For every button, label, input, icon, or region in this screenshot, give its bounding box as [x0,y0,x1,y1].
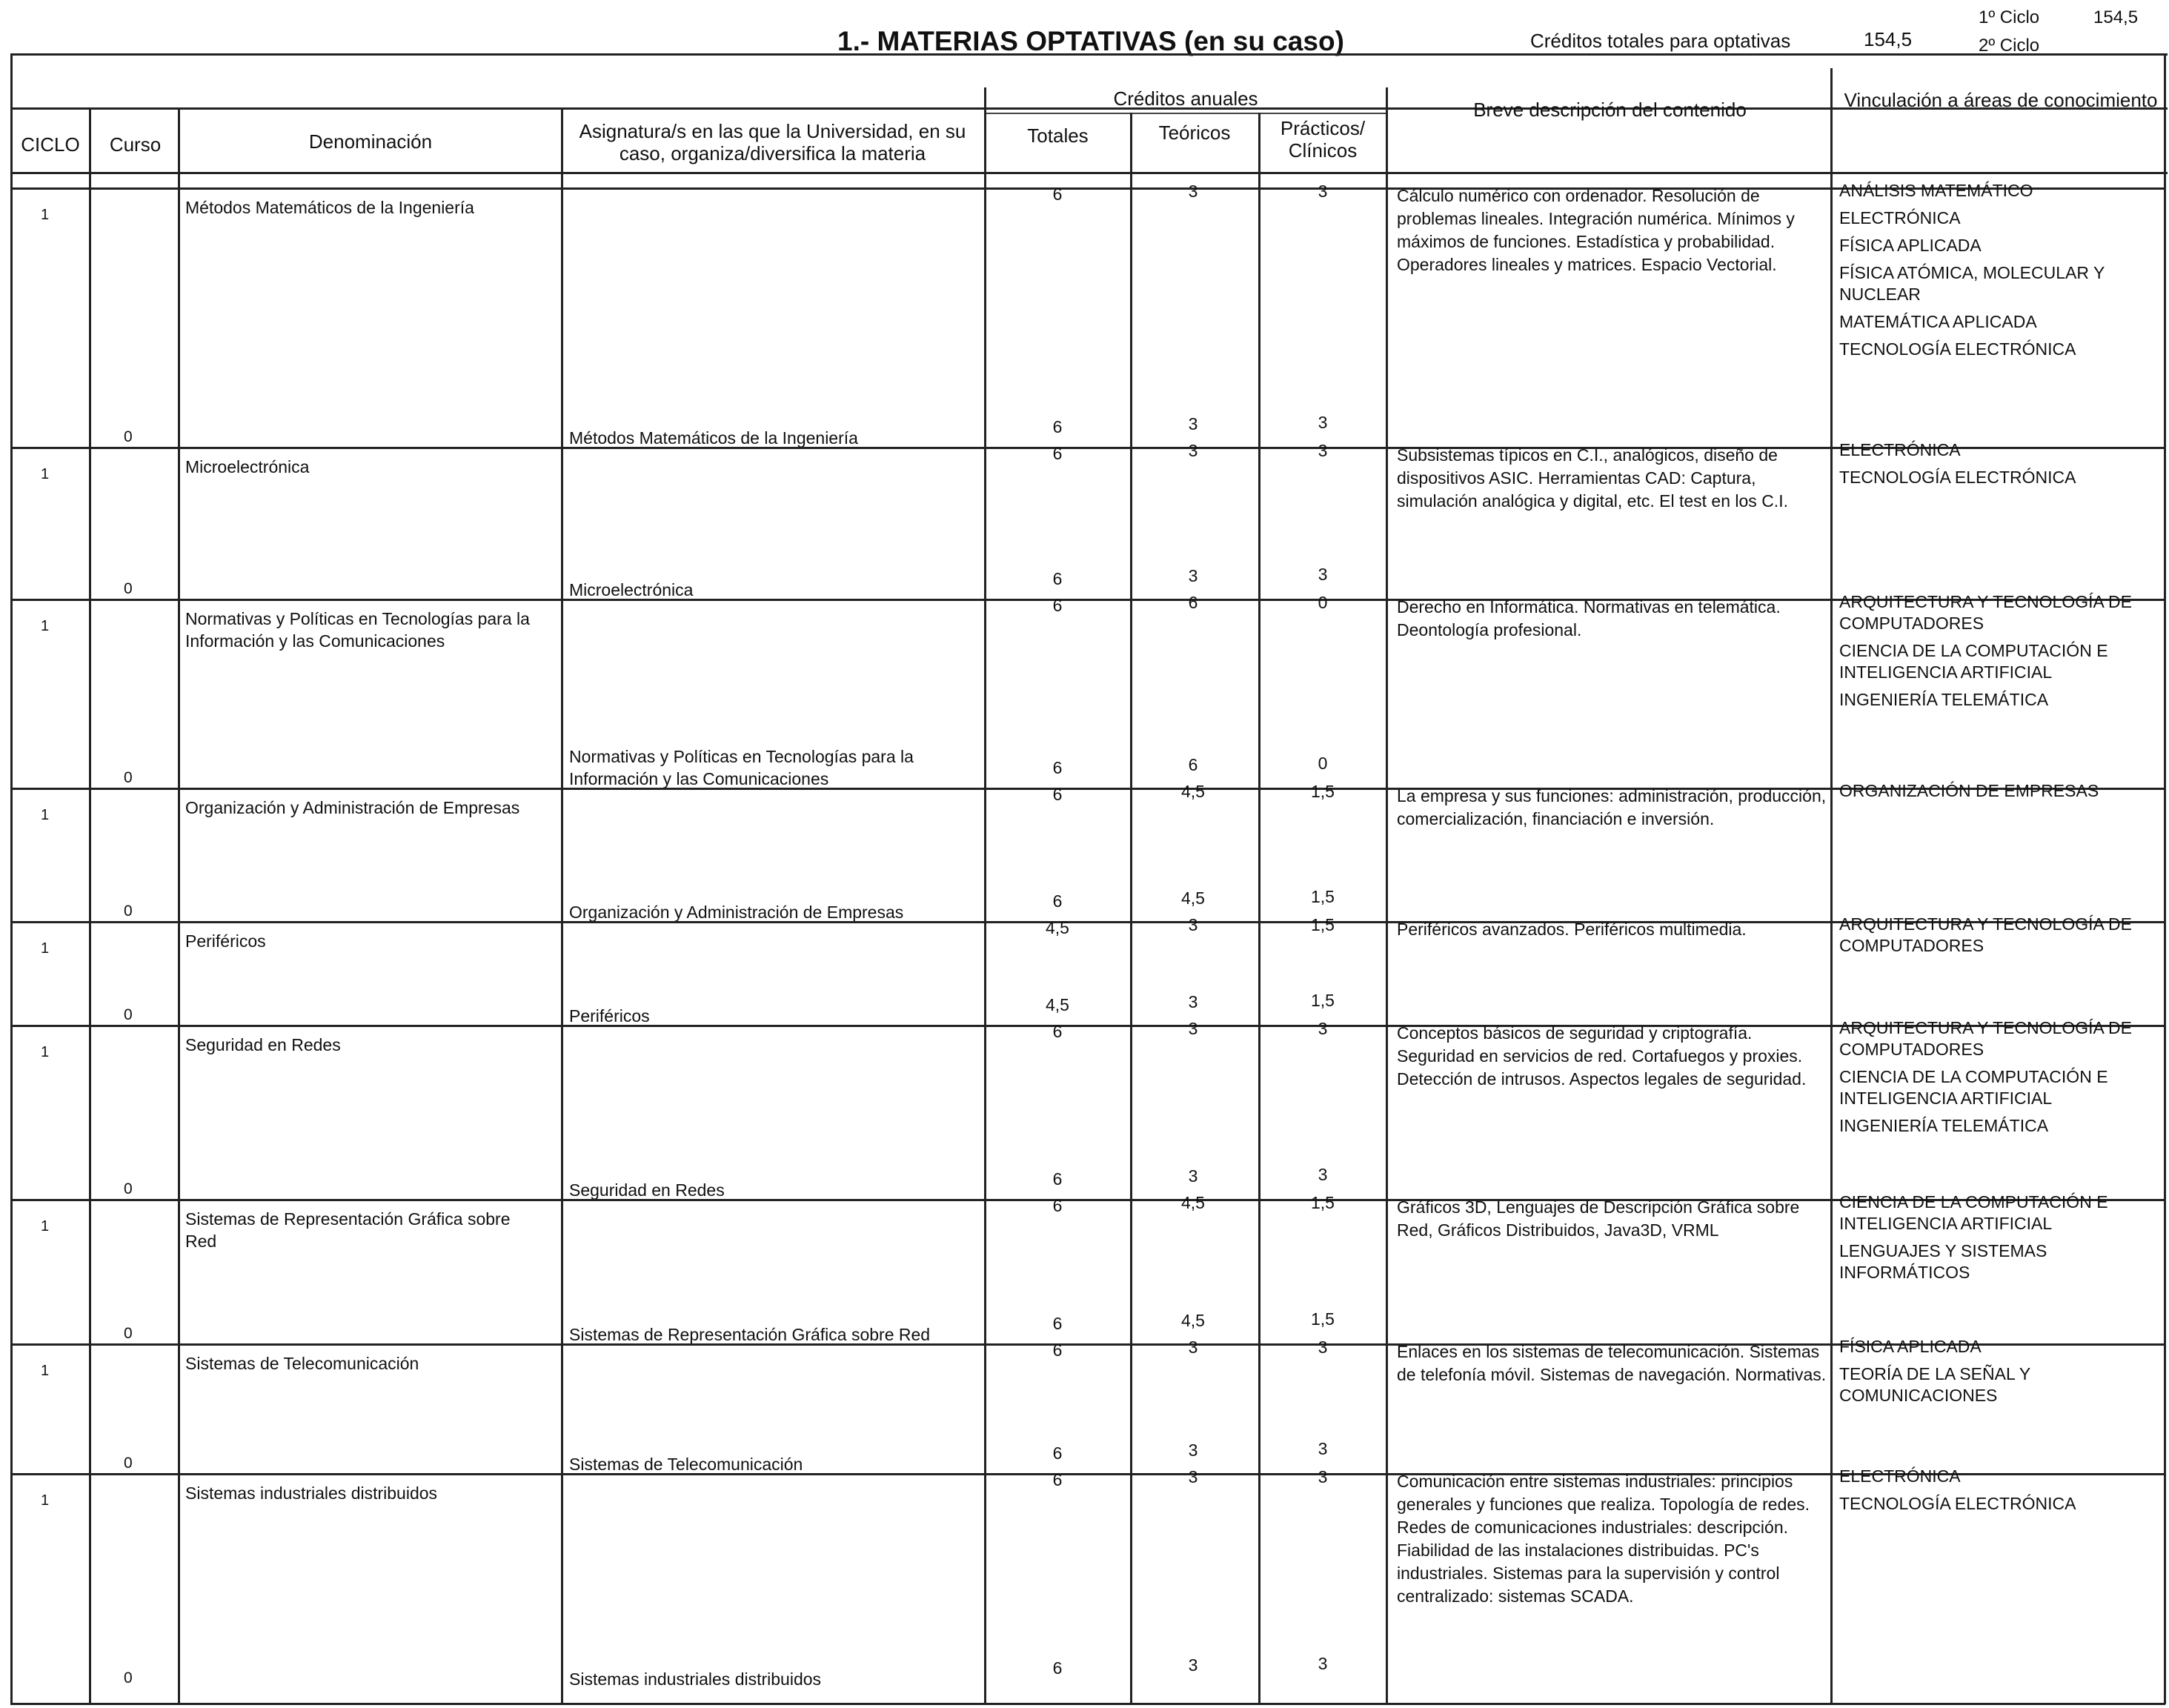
teoricos-cell: 3 [1188,915,1198,934]
asignatura-cell: Microelectrónica [569,580,694,599]
practicos-cell: 3 [1318,1338,1328,1357]
area-item: ARQUITECTURA Y TECNOLOGÍA DE COMPUTADORES [1839,914,2132,955]
descripcion-cell: Gráficos 3D, Lenguajes de Descripción Gráfica sobre Red, Gráficos Distribuidos, Java3D, VRML [1397,1197,1800,1240]
asignatura-cell: Sistemas de Representación Gráfica sobre Red [569,1325,931,1344]
table-bottom-border [10,1703,2165,1705]
totales-cell: 6 [1052,444,1063,463]
total-credits-label: Créditos totales para optativas [1530,30,1791,52]
practicos2-cell: 0 [1318,754,1328,773]
col-asignatura: Asignatura/s en las que la Universidad, en su caso, organiza/diversifica la materia [579,120,966,165]
practicos2-cell: 3 [1318,565,1328,584]
practicos2-cell: 3 [1318,1654,1328,1673]
denominacion-cell: Seguridad en Redes [185,1035,341,1054]
area-item: INGENIERÍA TELEMÁTICA [1839,690,2049,709]
area-item: ELECTRÓNICA [1839,1466,1961,1486]
totales2-cell: 6 [1052,758,1063,777]
ciclo-cell: 1 [41,1363,50,1379]
teoricos-cell: 6 [1188,593,1198,612]
cycle1-value: 154,5 [2093,7,2139,27]
curso-cell: 0 [124,428,133,445]
asignatura-cell: Sistemas industriales distribuidos [569,1669,822,1689]
area-item: ANÁLISIS MATEMÁTICO [1839,181,2033,200]
descripcion-cell: Derecho en Informática. Normativas en telemática. Deontología profesional. [1397,597,1781,639]
ciclo-cell: 1 [41,1044,50,1060]
col-descripcion: Breve descripción del contenido [1473,99,1747,121]
table-left-border [10,53,13,1704]
totales-cell: 6 [1052,1196,1063,1215]
curso-cell: 0 [124,1455,133,1472]
col-sep-descripcion [1830,68,1833,1704]
curso-cell: 0 [124,580,133,597]
area-item: ARQUITECTURA Y TECNOLOGÍA DE COMPUTADORES [1839,1018,2132,1059]
practicos-cell: 3 [1318,441,1328,460]
denominacion-cell: Sistemas de Telecomunicación [185,1354,419,1373]
asignatura-cell: Métodos Matemáticos de la Ingeniería [569,428,858,448]
practicos-cell: 1,5 [1311,1193,1335,1212]
asignatura-cell: Normativas y Políticas en Tecnologías para la Información y las Comunicaciones [569,747,914,788]
asignatura-cell: Periféricos [569,1006,650,1026]
teoricos2-cell: 3 [1188,566,1198,585]
area-item: ARQUITECTURA Y TECNOLOGÍA DE COMPUTADORES [1839,592,2132,633]
cycle2-label: 2º Ciclo [1979,36,2040,56]
totales2-cell: 6 [1052,1443,1063,1463]
teoricos2-cell: 3 [1188,992,1198,1011]
teoricos2-cell: 3 [1188,414,1198,433]
teoricos2-cell: 3 [1188,1440,1198,1460]
areas-list [1839,1336,2150,1412]
col-sep-ciclo [89,107,91,1704]
curso-cell: 0 [124,1325,133,1342]
col-curso: Curso [109,133,162,156]
denominacion-cell: Métodos Matemáticos de la Ingeniería [185,198,474,217]
area-item: FÍSICA ATÓMICA, MOLECULAR Y NUCLEAR [1839,263,2105,304]
practicos2-cell: 1,5 [1311,1309,1335,1329]
totales2-cell: 6 [1052,1658,1063,1678]
cycle1-label: 1º Ciclo [1979,7,2040,27]
area-item: ELECTRÓNICA [1839,440,1961,459]
area-item: TECNOLOGÍA ELECTRÓNICA [1839,1494,2076,1513]
totales-cell: 6 [1052,785,1063,804]
totales2-cell: 6 [1052,569,1063,588]
areas-list [1839,1017,2150,1143]
practicos-cell: 1,5 [1311,915,1335,934]
area-item: INGENIERÍA TELEMÁTICA [1839,1116,2049,1135]
totales-cell: 6 [1052,596,1063,615]
ciclo-cell: 1 [41,807,50,823]
curso-cell: 0 [124,903,133,920]
table-right-border [2164,53,2166,1704]
col-creditos: Créditos anuales [1113,87,1258,110]
teoricos-cell: 3 [1188,1467,1198,1486]
totales-cell: 6 [1052,1470,1063,1489]
ciclo-cell: 1 [41,1492,50,1509]
totales2-cell: 6 [1052,891,1063,911]
col-totales: Totales [1027,124,1089,147]
curso-cell: 0 [124,1669,133,1687]
denominacion-cell: Organización y Administración de Empresas [185,798,520,817]
practicos-cell: 3 [1318,1019,1328,1038]
col-sep-practicos [1386,87,1388,1704]
areas-list [1839,1192,2150,1289]
practicos-cell: 3 [1318,1467,1328,1486]
teoricos-cell: 3 [1188,182,1198,201]
area-item: CIENCIA DE LA COMPUTACIÓN E INTELIGENCIA ARTIFICIAL [1839,641,2108,682]
descripcion-cell: Comunicación entre sistemas industriales: principios generales y funciones que realiza. Topología de redes. Redes de comunicaciones industriales: descripción. Fiabilidad de las instalaciones distribuidas. PC's industriales. Sistemas para la supervisión y control centralizado: sistemas SCADA. [1397,1472,1810,1606]
areas-list [1839,180,2150,366]
practicos2-cell: 1,5 [1311,887,1335,906]
descripcion-cell: Conceptos básicos de seguridad y criptografía. Seguridad en servicios de red. Cortafuegos y proxies. Detección de intrusos. Aspectos legales de seguridad. [1397,1023,1807,1089]
practicos2-cell: 3 [1318,1165,1328,1184]
asignatura-cell: Sistemas de Telecomunicación [569,1455,803,1474]
descripcion-cell: Periféricos avanzados. Periféricos multimedia. [1397,920,1747,939]
ciclo-cell: 1 [41,1218,50,1235]
header-bottom-border [11,172,2168,174]
areas-list [1839,1466,2150,1521]
header-top-border [11,53,2168,56]
totales2-cell: 6 [1052,1169,1063,1189]
practicos-cell: 3 [1318,182,1328,201]
descripcion-cell: La empresa y sus funciones: administración, producción, comercialización, financiación e inversión. [1397,786,1827,828]
curso-cell: 0 [124,1006,133,1023]
teoricos2-cell: 6 [1188,755,1198,774]
area-item: TECNOLOGÍA ELECTRÓNICA [1839,468,2076,487]
teoricos-cell: 3 [1188,1019,1198,1038]
teoricos-cell: 3 [1188,1338,1198,1357]
page-title: 1.- MATERIAS OPTATIVAS (en su caso) [837,26,1344,56]
ciclo-cell: 1 [41,466,50,482]
denominacion-cell: Normativas y Políticas en Tecnologías para la Información y las Comunicaciones [185,609,530,651]
totales-cell: 6 [1052,1022,1063,1041]
practicos2-cell: 3 [1318,1439,1328,1458]
teoricos2-cell: 4,5 [1181,888,1205,908]
practicos2-cell: 1,5 [1311,991,1335,1010]
area-item: ORGANIZACIÓN DE EMPRESAS [1839,781,2099,800]
areas-list [1839,591,2150,717]
totales2-cell: 6 [1052,417,1063,436]
area-item: FÍSICA APLICADA [1839,236,1982,255]
col-sep-curso [178,107,180,1704]
descripcion-cell: Cálculo numérico con ordenador. Resolución de problemas lineales. Integración numérica. Mínimos y máximos de funciones. Estadística y probabilidad. Operadores lineales y matrices. Espacio Vectorial. [1397,186,1795,274]
totales-cell: 4,5 [1046,918,1069,937]
col-ciclo: CICLO [21,133,80,156]
areas-list [1839,439,2150,494]
denominacion-cell: Sistemas industriales distribuidos [185,1483,438,1503]
area-item: TEORÍA DE LA SEÑAL Y COMUNICACIONES [1839,1364,2030,1405]
ciclo-cell: 1 [41,618,50,634]
practicos-cell: 1,5 [1311,782,1335,801]
area-item: TECNOLOGÍA ELECTRÓNICA [1839,339,2076,359]
col-vinculacion: Vinculación a áreas de conocimiento [1844,89,2158,111]
teoricos-cell: 4,5 [1181,782,1205,801]
teoricos2-cell: 4,5 [1181,1311,1205,1330]
area-item: MATEMÁTICA APLICADA [1839,312,2037,331]
areas-list [1839,914,2150,963]
col-sep-denominacion [561,107,563,1704]
area-item: ELECTRÓNICA [1839,208,1961,227]
teoricos2-cell: 3 [1188,1655,1198,1675]
practicos-cell: 0 [1318,593,1328,612]
ciclo-cell: 1 [41,207,50,223]
area-item: FÍSICA APLICADA [1839,1337,1982,1356]
area-item: LENGUAJES Y SISTEMAS INFORMÁTICOS [1839,1241,2047,1282]
curso-cell: 0 [124,1180,133,1197]
practicos2-cell: 3 [1318,413,1328,432]
denominacion-cell: Sistemas de Representación Gráfica sobre Red [185,1209,511,1251]
areas-list [1839,780,2150,808]
totales2-cell: 6 [1052,1314,1063,1333]
credits-subdivider [984,113,1386,114]
col-sep-totales [1130,113,1132,1704]
descripcion-cell: Enlaces en los sistemas de telecomunicación. Sistemas de telefonía móvil. Sistemas de navegación. Normativas. [1397,1342,1827,1384]
col-sep-asignatura [984,87,986,1704]
teoricos-cell: 4,5 [1181,1193,1205,1212]
curso-cell: 0 [124,769,133,786]
denominacion-cell: Periféricos [185,931,266,951]
descripcion-cell: Subsistemas típicos en C.I., analógicos, diseño de dispositivos ASIC. Herramientas CAD: Captura, simulación analógica y digital, etc. El test en los C.I. [1397,445,1788,511]
asignatura-cell: Seguridad en Redes [569,1180,725,1200]
denominacion-cell: Microelectrónica [185,457,310,476]
teoricos2-cell: 3 [1188,1166,1198,1186]
col-practicos: Prácticos/ Clínicos [1280,117,1366,162]
area-item: CIENCIA DE LA COMPUTACIÓN E INTELIGENCIA ARTIFICIAL [1839,1067,2108,1108]
teoricos-cell: 3 [1188,441,1198,460]
asignatura-cell: Organización y Administración de Empresas [569,903,904,922]
col-denominacion: Denominación [308,130,433,153]
totales-cell: 6 [1052,1340,1063,1360]
col-teoricos: Teóricos [1158,122,1231,144]
area-item: CIENCIA DE LA COMPUTACIÓN E INTELIGENCIA ARTIFICIAL [1839,1192,2108,1233]
totales2-cell: 4,5 [1046,995,1069,1014]
total-credits-value: 154,5 [1864,28,1913,50]
col-sep-teoricos [1258,113,1260,1704]
totales-cell: 6 [1052,185,1063,204]
ciclo-cell: 1 [41,940,50,957]
